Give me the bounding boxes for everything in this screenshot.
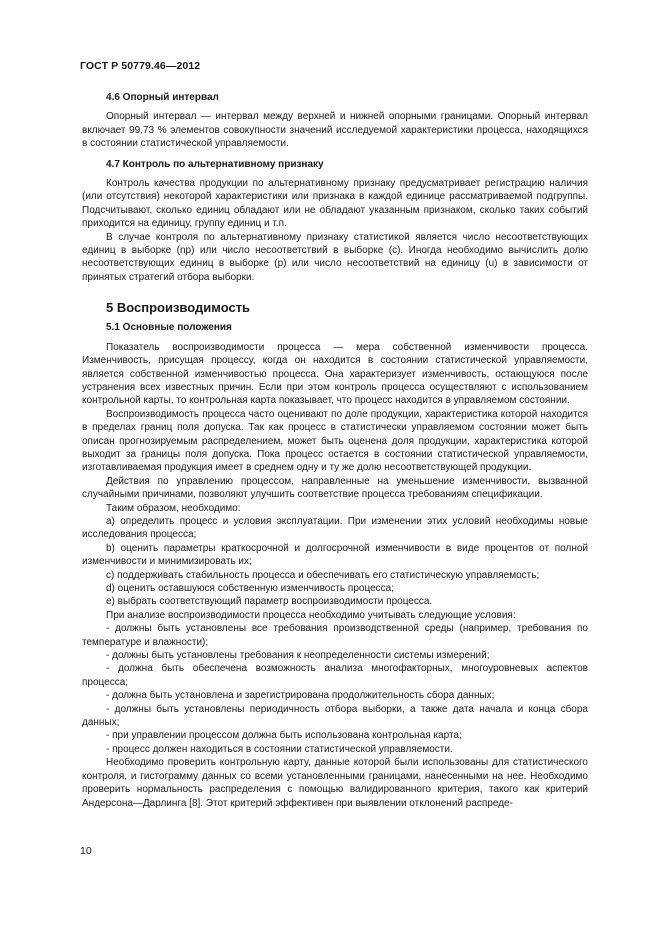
paragraph: Показатель воспроизводимости процесса — мера собственной изменчивости процесса. Изменчивость, присущая процессу, когда он находится в состоянии статистической управляемости, является собственной изменчивостью процесса. Она характеризует изменчивость, остающуюся после устранения всех известных причин. Если при этом контроль процесса осуществляют с использованием контрольной карты, то контрольная карта показывает, что процесс находится в управляемом состоянии. [82, 341, 588, 407]
list-item: - должны быть установлены требования к неопределенности системы измерений; [106, 650, 490, 662]
list-item: b) оценить параметры краткосрочной и долгосрочной изменчивости в виде процентов от полной изменчивости и минимизировать их; [82, 542, 588, 568]
list-item: - должны быть установлены все требования производственной среды (например, требования по температуре и влажности); [82, 623, 588, 648]
list-item: c) поддерживать стабильность процесса и обеспечивать его статистическую управляемость; [106, 569, 540, 581]
paragraph: Контроль качества продукции по альтернативному признаку предусматривает регистрацию наличия (или отсутствия) некоторой характеристики или признака в каждой единице рассматриваемой подгруппы. Подсчитывают, сколько единиц обладают или не обладают указанным признаком, сколько таких событий приходится на единицу, группу единиц и т.п. [82, 178, 588, 230]
section-heading-4-6: 4.6 Опорный интервал [106, 92, 219, 103]
list-item: e) выбрать соответствующий параметр воспроизводимости процесса. [106, 596, 433, 608]
list-item: - должны быть установлены периодичность отбора выборки, а также дата начала и конца сбора данных; [82, 703, 588, 729]
list-item: - процесс должен находиться в состоянии статистической управляемости. [106, 743, 453, 755]
paragraph: При анализе воспроизводимости процесса необходимо учитывать следующие условия: [106, 609, 516, 621]
section-heading-5-1: 5.1 Основные положения [106, 322, 232, 334]
paragraph: Опорный интервал — интервал между верхней и нижней опорными границами. Опорный интервал включает 99,73 % элементов совокупности значений исследуемой характеристики процесса, находящихся в состоянии статистической управляемости. [82, 111, 588, 150]
paragraph: Необходимо проверить контрольную карту, данные которой были использованы для статистического контроля, и гистограмму данных со всеми установленными границами, нанесенными на нее. Необходимо проверить нормальность распределения с помощью валидированного критерия, такого как критерий Андерсона—Дарлинга [8]. Этот критерий эффективен при выявлении отклонений распреде- [82, 757, 588, 809]
paragraph: Воспроизводимость процесса часто оценивают по доле продукции, характеристика которой находится в пределах границ поля допуска. Так как процесс в статистически управляемом состоянии может быть описан прогнозируемым распределением, может быть оценена доля продукции, характеристика которой выходит за границы поля допуска. Пока процесс остается в состоянии статистической управляемости, изготавливаемая продукция имеет в среднем одну и ту же долю несоответствующей продукции. [82, 408, 588, 474]
section-heading-4-7: 4.7 Контроль по альтернативному признаку [106, 158, 324, 170]
chapter-heading-5: 5 Воспроизводимость [106, 300, 251, 316]
page-number: 10 [80, 845, 92, 857]
paragraph: Таким образом, необходимо: [106, 502, 241, 514]
list-item: - должна быть обеспечена возможность анализа многофакторных, многоуровневых аспектов процесса; [82, 663, 588, 688]
list-item: - должна быть установлена и зарегистрирована продолжительность сбора данных; [106, 690, 495, 702]
list-item: a) определить процесс и условия эксплуатации. При изменении этих условий необходимы новые исследования процесса; [82, 515, 588, 541]
document-header: ГОСТ Р 50779.46—2012 [80, 60, 201, 72]
list-item: d) оценить оставшуюся собственную изменчивость процесса; [106, 583, 394, 594]
paragraph: В случае контроля по альтернативному признаку статистикой является число несоответствующих единиц в выборке (np) или число несоответствий в выборке (c). Иногда необходимо вычислить долю несоответствующих единиц в выборке (p) или число несоответствий на единицу (u) в зависимости от принятых стратегий отбора выборки. [82, 231, 588, 283]
list-item: - при управлении процессом должна быть использована контрольная карта; [106, 730, 462, 742]
document-body [82, 91, 588, 810]
paragraph: Действия по управлению процессом, направленные на уменьшение изменчивости, вызванной случайными причинами, позволяют улучшить соответствие процесса требованиям спецификации. [82, 475, 588, 501]
